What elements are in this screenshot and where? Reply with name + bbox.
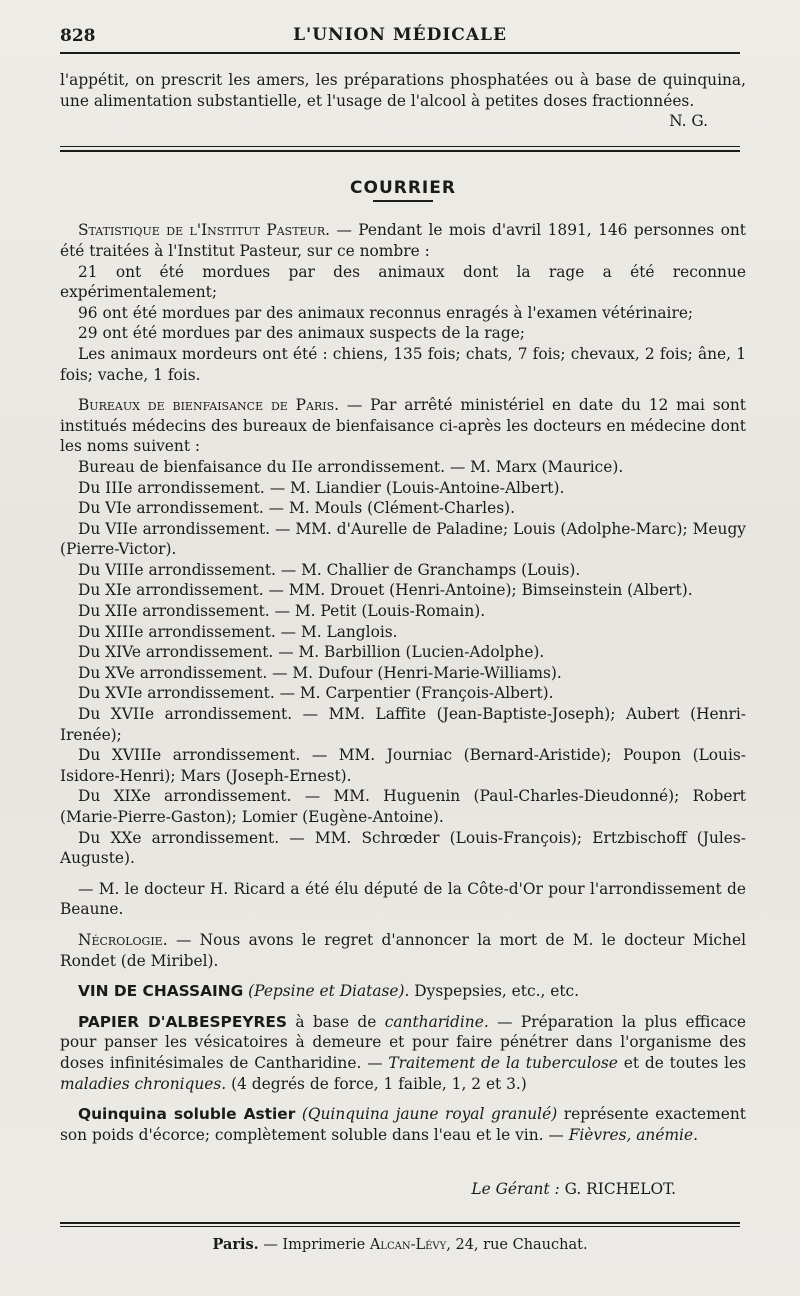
- ad-papier-text: et de toutes les: [617, 1053, 746, 1072]
- footer-rule-bottom: [60, 1226, 740, 1227]
- bureau-line: Du XVIIIe arrondissement. — MM. Journiac (Bernard-Aristide); Poupon (Louis-Isidore-Henri); Mars (Joseph-Ernest).: [60, 746, 746, 785]
- page-body: [60, 70, 746, 1200]
- bureau-line: Du XVIe arrondissement. — M. Carpentier (François-Albert).: [78, 684, 554, 703]
- ad-quinquina: [60, 1104, 746, 1145]
- necrologie-paragraph: [60, 930, 746, 971]
- intro-signature: N. G.: [669, 112, 708, 131]
- page-number: 828: [60, 26, 96, 46]
- footer-rule-top: [60, 1222, 740, 1224]
- bureau-line: Du IIIe arrondissement. — M. Liandier (Louis-Antoine-Albert).: [78, 478, 565, 497]
- stats-line: 29 ont été mordues par des animaux suspects de la rage;: [78, 324, 525, 343]
- imprint-line: [60, 1236, 740, 1253]
- bureau-line: Du VIIe arrondissement. — MM. d'Aurelle de Paladine; Louis (Adolphe-Marc); Meugy (Pierre-Victor).: [60, 519, 746, 559]
- bureaux-paragraph: [60, 395, 746, 457]
- bureau-line: Du XIIIe arrondissement. — M. Langlois.: [78, 622, 398, 641]
- bureau-line: Du VIe arrondissement. — M. Mouls (Clément-Charles).: [78, 499, 516, 518]
- bureau-line: Du XIXe arrondissement. — MM. Huguenin (Paul-Charles-Dieudonné); Robert (Marie-Pierre-Gaston); Lomier (Eugène-Antoine).: [60, 787, 746, 826]
- stats-line: 21 ont été mordues par des animaux dont la rage a été reconnue expérimentalement;: [60, 262, 746, 302]
- bureau-line: Du XVIIe arrondissement. — MM. Laffite (Jean-Baptiste-Joseph); Aubert (Henri-Irenée);: [60, 705, 746, 744]
- bureau-line: Du XIe arrondissement. — MM. Drouet (Henri-Antoine); Bimseinstein (Albert).: [78, 581, 693, 600]
- stats-label: Statistique de l'Institut Pasteur.: [78, 221, 331, 240]
- bureaux-label: Bureaux de bienfaisance de Paris.: [78, 396, 340, 415]
- header-rule: [60, 52, 740, 54]
- running-title: L'UNION MÉDICALE: [293, 25, 507, 45]
- ad-papier: [60, 1012, 746, 1094]
- ad-papier-name: PAPIER D'ALBESPEYRES: [78, 1012, 287, 1031]
- bureau-line: Du XIVe arrondissement. — M. Barbillion (Lucien-Adolphe).: [78, 643, 545, 662]
- bureau-line: Du XIIe arrondissement. — M. Petit (Louis-Romain).: [78, 602, 486, 621]
- imprint-city: Paris.: [212, 1236, 259, 1253]
- stats-text: — Pendant le mois d'avril 1891, 146 personnes ont été traitées à l'Institut Pasteur, sur ce nombre :: [60, 221, 746, 260]
- ad-papier-text: (4 degrés de force, 1 faible, 1, 2 et 3.): [226, 1074, 527, 1093]
- stats-line: 96 ont été mordues par des animaux reconnus enragés à l'examen vétérinaire;: [78, 303, 694, 322]
- imprint-address: , 24, rue Chauchat.: [446, 1237, 588, 1253]
- gerant-name: G. RICHELOT.: [559, 1180, 676, 1199]
- ad-papier-traitement: Traitement de la tuberculose: [388, 1053, 618, 1072]
- necrologie-label: Nécrologie.: [78, 930, 168, 949]
- gerant-label: Le Gérant :: [471, 1180, 560, 1199]
- bureau-line: Du XVe arrondissement. — M. Dufour (Henri-Marie-Williams).: [78, 663, 562, 682]
- ad-quinquina-name: Quinquina soluble Astier: [78, 1105, 296, 1124]
- courrier-heading: COURRIER: [350, 177, 456, 198]
- ad-papier-text: — Préparation la plus efficace pour panser les vésicatoires à demeure et pour faire pénétrer dans l'organisme des doses infinitésimales de Cantharidine. —: [60, 1012, 746, 1072]
- stats-line: Les animaux mordeurs ont été : chiens, 135 fois; chats, 7 fois; chevaux, 2 fois; âne, 1 fois; vache, 1 fois.: [60, 344, 746, 384]
- ad-vin-rest: Dyspepsies, etc., etc.: [409, 982, 580, 1001]
- intro-paragraph: l'appétit, on prescrit les amers, les préparations phosphatées ou à base de quinquina, une alimentation substantielle, et l'usage de l'alcool à petites doses fractionnées.: [60, 71, 746, 110]
- ad-vin-paren: (Pepsine et Diatase).: [248, 982, 410, 1001]
- ad-quinquina-text: représente exactement son poids d'écorce; complètement soluble dans l'eau et le vin. —: [60, 1105, 746, 1144]
- ad-quinquina-paren: (Quinquina jaune royal granulé): [301, 1105, 558, 1124]
- page-header: [60, 20, 740, 50]
- stats-paragraph: [60, 220, 746, 261]
- bureaux-text: — Par arrêté ministériel en date du 12 mai sont institués médecins des bureaux de bienfaisance ci-après les docteurs en médecine dont les noms suivent :: [60, 396, 746, 456]
- bureau-line: Bureau de bienfaisance du IIe arrondissement. — M. Marx (Maurice).: [78, 457, 624, 476]
- gerant-line: [60, 1179, 746, 1200]
- courrier-rule: [373, 200, 433, 202]
- imprint-printer: Alcan-Lévy: [369, 1237, 447, 1253]
- bureau-line: Du VIIIe arrondissement. — M. Challier de Granchamps (Louis).: [78, 560, 581, 579]
- necrologie-text: — Nous avons le regret d'annoncer la mort de M. le docteur Michel Rondet (de Miribel).: [60, 930, 746, 970]
- ad-vin-name: VIN DE CHASSAING: [78, 982, 244, 1001]
- ricard-paragraph: — M. le docteur H. Ricard a été élu député de la Côte-d'Or pour l'arrondissement de Beaune.: [60, 879, 746, 919]
- ad-quinquina-fievres: Fièvres, anémie.: [568, 1125, 698, 1144]
- ad-papier-cantharidine: cantharidine.: [384, 1012, 489, 1031]
- imprint-text: — Imprimerie: [258, 1237, 370, 1253]
- ad-vin: [60, 981, 746, 1002]
- bureau-line: Du XXe arrondissement. — MM. Schrœder (Louis-François); Ertzbischoff (Jules-Auguste).: [60, 828, 746, 868]
- ad-papier-maladies: maladies chroniques.: [60, 1074, 227, 1093]
- ad-papier-text: à base de: [286, 1012, 385, 1031]
